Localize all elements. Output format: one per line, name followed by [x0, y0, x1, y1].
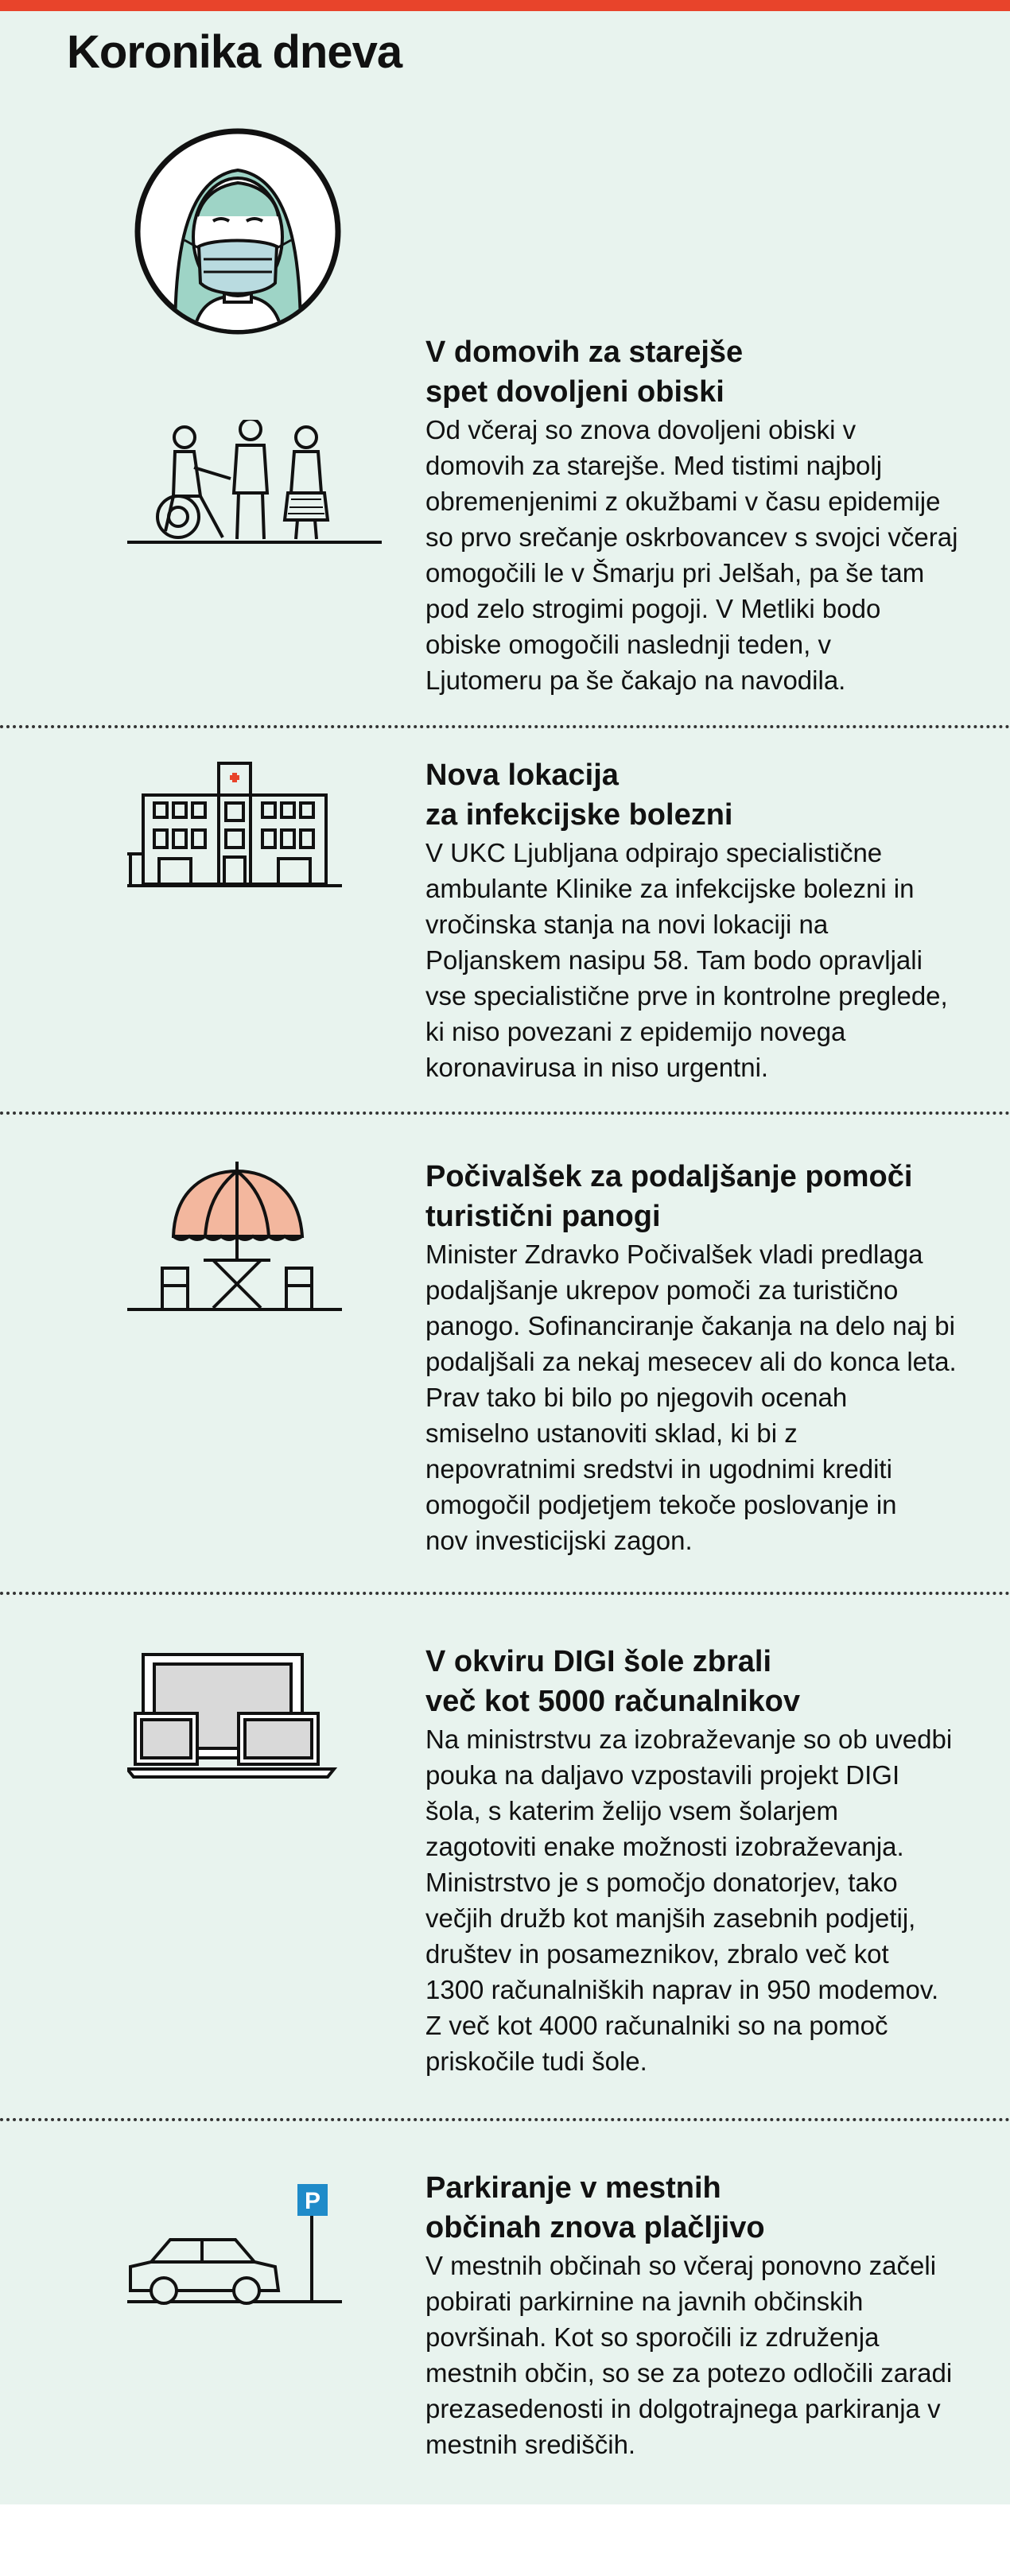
item-body-line: Minister Zdravko Počivalšek vladi predlaga: [425, 1240, 923, 1269]
item-body-line: Na ministrstvu za izobraževanje so ob uvedbi: [425, 1724, 953, 1754]
item-body-line: mestnih občin, so se za potezo odločili zaradi: [425, 2358, 953, 2388]
item-body-line: Od včeraj so znova dovoljeni obiski v: [425, 415, 857, 444]
item-body-line: Poljanskem nasipu 58. Tam bodo opravljali: [425, 945, 923, 975]
item-body-line: omogočili le v Šmarju pri Jelšah, pa še tam: [425, 558, 925, 588]
visitors-icon: [127, 420, 382, 551]
item-body-line: podaljšanje ukrepov pomoči za turistično: [425, 1275, 899, 1305]
dotted-divider: [0, 1111, 1010, 1115]
item-body-line: priskočile tudi šole.: [425, 2046, 647, 2076]
item-body-line: 1300 računalniških naprav in 950 modemov.: [425, 1975, 939, 2004]
parking-sign-letter: P: [304, 2188, 321, 2214]
item-body-line: Ljutomeru pa še čakajo na navodila.: [425, 665, 846, 695]
computers-icon: [127, 1650, 342, 1789]
item-body-line: podaljšali za nekaj mesecev ali do konca leta.: [425, 1347, 957, 1376]
item-headline-line: več kot 5000 računalnikov: [425, 1685, 801, 1718]
item-headline-line: Parkiranje v mestnih: [425, 2171, 721, 2205]
item-body-line: omogočil podjetjem tekoče poslovanje in: [425, 1490, 897, 1519]
item-body-line: koronavirusa in niso urgentni.: [425, 1053, 769, 1082]
item-headline-line: turistični panogi: [425, 1200, 661, 1233]
item-body-line: V UKC Ljubljana odpirajo specialistične: [425, 838, 883, 867]
item-body-line: V mestnih občinah so včeraj ponovno začeli: [425, 2251, 937, 2280]
item-body-line: Ministrstvo je s pomočjo donatorjev, tako: [425, 1868, 898, 1897]
item-headline-line: Nova lokacija: [425, 758, 619, 792]
item-headline-line: spet dovoljeni obiski: [425, 375, 724, 409]
item-headline-line: za infekcijske bolezni: [425, 798, 733, 832]
top-accent-bar: [0, 0, 1010, 11]
item-body-line: vročinska stanja na novi lokaciji na: [425, 910, 829, 939]
item-body-line: ambulante Klinike za infekcijske bolezni in: [425, 874, 915, 903]
item-body-line: društev in posameznikov, zbralo več kot: [425, 1939, 889, 1969]
item-body-line: prezasedenosti in dolgotrajnega parkiranja v: [425, 2394, 941, 2423]
item-body-line: smiselno ustanoviti sklad, ki bi z: [425, 1418, 798, 1448]
item-body-line: večjih družb kot manjših zasebnih podjetij,: [425, 1903, 916, 1933]
dotted-divider: [0, 1592, 1010, 1595]
masked-face-icon: [134, 127, 342, 336]
item-body-line: nov investicijski zagon.: [425, 1526, 693, 1555]
page-footer-margin: [0, 2504, 1010, 2576]
item-body-line: pobirati parkirnine na javnih občinskih: [425, 2287, 864, 2316]
item-body-line: vse specialistične prve in kontrolne preglede,: [425, 981, 948, 1011]
item-body-line: domovih za starejše. Med tistimi najbolj: [425, 451, 883, 480]
item-body-line: ki niso povezani z epidemijo novega: [425, 1017, 846, 1046]
item-headline-line: Počivalšek za podaljšanje pomoči: [425, 1160, 913, 1193]
item-body-line: Prav tako bi bilo po njegovih ocenah: [425, 1383, 848, 1412]
item-body-line: nepovratnimi sredstvi in ugodnimi krediti: [425, 1454, 892, 1484]
item-body-line: pod zelo strogimi pogoji. V Metliki bodo: [425, 594, 881, 623]
item-body-line: mestnih središčih.: [425, 2430, 636, 2459]
item-body-line: panogo. Sofinanciranje čakanja na delo naj bi: [425, 1311, 955, 1340]
item-body-line: zagotoviti enake možnosti izobraževanja.: [425, 1832, 904, 1861]
dotted-divider: [0, 725, 1010, 728]
item-body-line: površinah. Kot so sporočili iz združenja: [425, 2322, 880, 2352]
page-title: Koronika dneva: [67, 26, 402, 78]
cafe-umbrella-icon: [127, 1157, 342, 1320]
item-headline-line: V okviru DIGI šole zbrali: [425, 1645, 772, 1678]
item-body-line: obiske omogočili naslednji teden, v: [425, 630, 831, 659]
item-body-line: pouka na daljavo vzpostavili projekt DIGI: [425, 1760, 900, 1790]
item-body-line: Z več kot 4000 računalniki so na pomoč: [425, 2011, 888, 2040]
dotted-divider: [0, 2118, 1010, 2121]
item-body-line: šola, s katerim želijo vsem šolarjem: [425, 1796, 838, 1825]
item-body-line: obremenjenimi z okužbami v času epidemije: [425, 487, 941, 516]
item-body-line: so prvo srečanje oskrbovancev s svojci včeraj: [425, 522, 958, 552]
parking-car-icon: [127, 2184, 342, 2315]
item-headline-line: občinah znova plačljivo: [425, 2211, 765, 2244]
hospital-icon: [127, 755, 342, 894]
item-headline-line: V domovih za starejše: [425, 336, 744, 369]
